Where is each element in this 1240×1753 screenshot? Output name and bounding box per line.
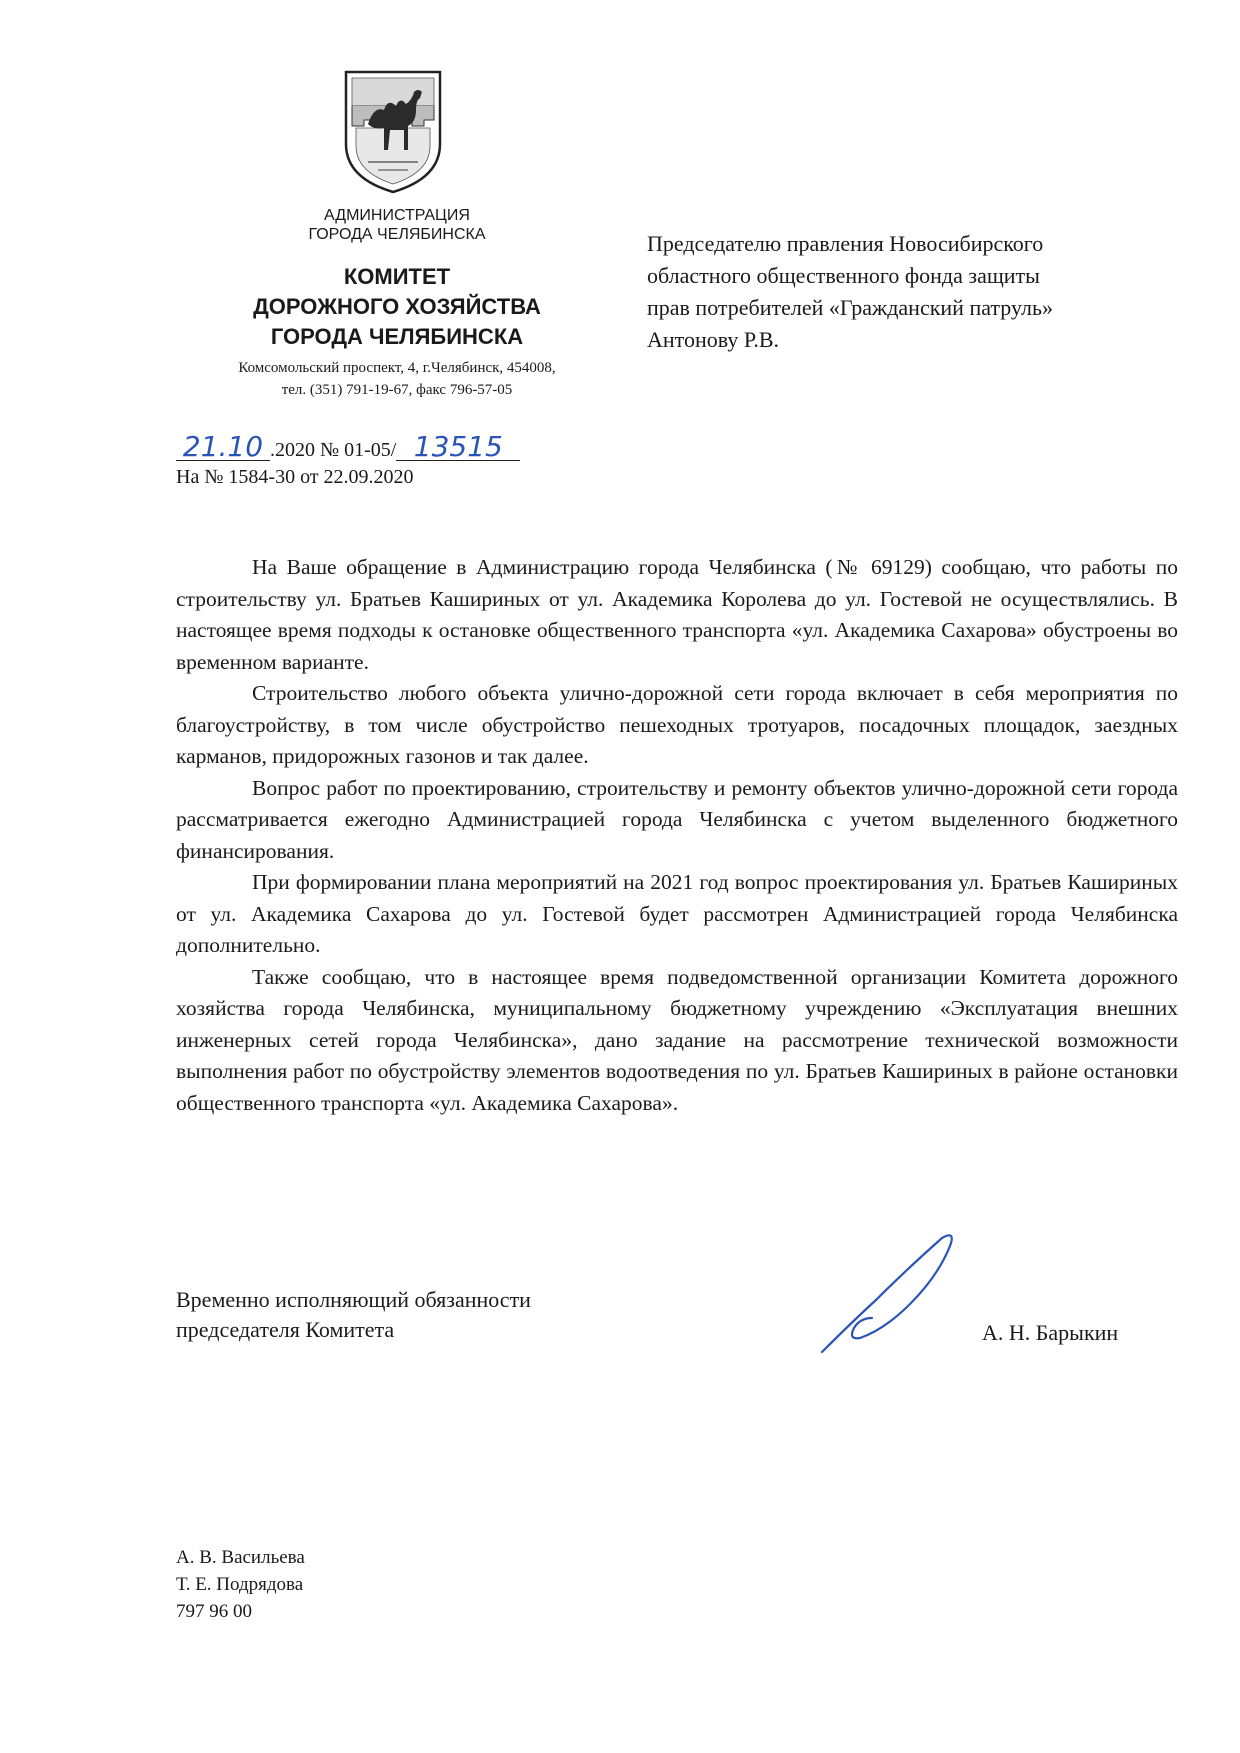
addressee-line-1: Председателю правления Новосибирского <box>647 231 1044 256</box>
committee-line-3: ГОРОДА ЧЕЛЯБИНСКА <box>270 324 524 349</box>
admin-line-1: АДМИНИСТРАЦИЯ <box>324 207 470 224</box>
handwritten-signature <box>814 1230 964 1360</box>
letter-body <box>176 552 1178 1119</box>
executor-phone: 797 96 00 <box>176 1601 252 1622</box>
signature-icon <box>814 1230 964 1360</box>
signatory-position <box>176 1285 531 1345</box>
position-line-2: председателя Комитета <box>176 1317 395 1342</box>
executor-1: А. В. Васильева <box>176 1547 305 1568</box>
address-line-1: Комсомольский проспект, 4, г.Челябинск, 454008, <box>238 360 556 376</box>
executor-2: Т. Е. Подрядова <box>176 1574 304 1595</box>
address-line-2: тел. (351) 791-19-67, факс 796-57-05 <box>281 382 513 398</box>
camel-emblem-icon <box>338 66 448 196</box>
body-paragraph: Строительство любого объекта улично-дорожной сети города включает в себя мероприятия по благоустройству, в том числе обустройство пешеходных тротуаров, посадочных площадок, заездных карманов, придорожных газонов и так далее. <box>176 681 1178 768</box>
position-line-1: Временно исполняющий обязанности <box>176 1287 531 1312</box>
addressee-line-2: областного общественного фонда защиты <box>647 263 1040 288</box>
body-paragraph: Вопрос работ по проектированию, строительству и ремонту объектов улично-дорожной сети города рассматривается ежегодно Администрацией города Челябинска с учетом выделенного бюджетного финансирования. <box>176 775 1178 863</box>
committee-line-2: ДОРОЖНОГО ХОЗЯЙСТВА <box>253 294 541 319</box>
body-paragraph: Также сообщаю, что в настоящее время подведомственной организации Комитета дорожного хозяйства города Челябинска, муниципальному бюджетному учреждению «Эксплуатация внешних инженерных сетей города Челябинска», дано задание на рассмотрение технической возможности выполнения работ по обустройству элементов водоотведения по ул. Братьев Кашириных в районе остановки общественного транспорта «ул. Академика Сахарова». <box>176 964 1178 1115</box>
admin-line-2: ГОРОДА ЧЕЛЯБИНСКА <box>308 226 486 243</box>
addressee-line-4: Антонову Р.В. <box>647 327 780 352</box>
registration-line <box>176 430 520 463</box>
registration-prefix: .2020 № 01-05/ <box>270 439 397 461</box>
reference-line: На № 1584-30 от 22.09.2020 <box>176 466 414 488</box>
body-paragraph: При формировании плана мероприятий на 2021 год вопрос проектирования ул. Братьев Кашириных от ул. Академика Сахарова до ул. Гостевой будет рассмотрен Администрацией города Челябинска дополнительно. <box>176 870 1178 957</box>
addressee-line-3: прав потребителей «Гражданский патруль» <box>647 295 1054 320</box>
addressee-block <box>647 228 1167 356</box>
sender-administration <box>230 206 564 244</box>
executors-block <box>176 1544 305 1625</box>
body-paragraph: На Ваше обращение в Администрацию города Челябинска (№ 69129) сообщаю, что работы по строительству ул. Братьев Кашириных от ул. Академика Королева до ул. Гостевой не осуществлялись. В настоящее время подходы к остановке общественного транспорта «ул. Академика Сахарова» обустроены во временном варианте. <box>176 555 1178 674</box>
coat-of-arms-emblem <box>338 66 448 196</box>
sender-committee <box>200 262 594 352</box>
committee-line-1: КОМИТЕТ <box>343 264 451 289</box>
handwritten-reg-number: 13515 <box>396 434 520 461</box>
sender-address <box>170 357 624 401</box>
handwritten-date: 21.10 <box>176 434 270 461</box>
signatory-name: А. Н. Барыкин <box>982 1320 1119 1345</box>
